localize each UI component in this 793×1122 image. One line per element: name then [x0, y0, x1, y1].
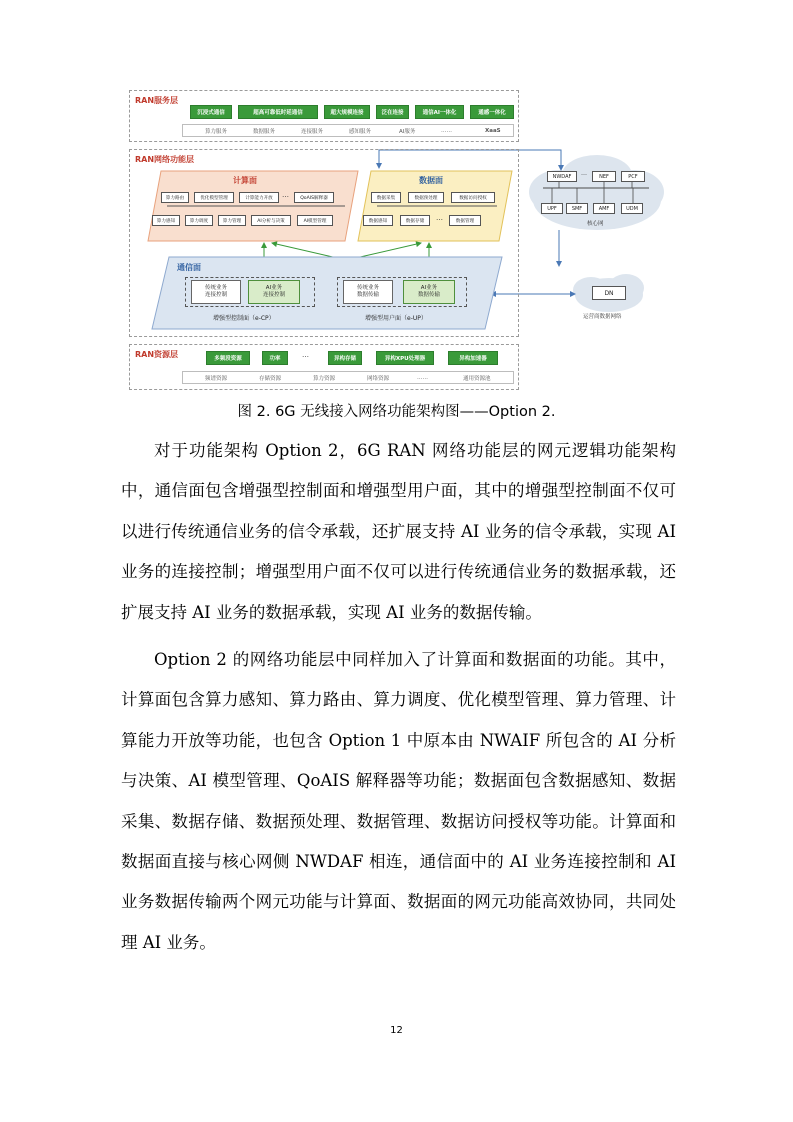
up-traditional-line1: 传统业务: [356, 285, 379, 292]
sub-compute-service: 算力服务: [205, 128, 228, 135]
core-nef: NEF: [592, 171, 616, 182]
res-xpu: 异构XPU处理器: [376, 351, 434, 365]
data-plane: [357, 170, 513, 242]
service-urllc: 超高可靠低时延通信: [238, 105, 318, 119]
sub-general-pool: 通用资源池: [463, 375, 491, 382]
data-collection: 数据采集: [371, 192, 401, 203]
cp-ai-line2: 连接控制: [262, 292, 285, 298]
compute-model-mgmt: 优化模型管理: [194, 192, 234, 203]
core-upf: UPF: [541, 203, 563, 214]
paragraph-1: 对于功能架构 Option 2，6G RAN 网络功能层的网元逻辑功能架构中，通信面包含增强型控制面和增强型用户面，其中的增强型控制面不仅可以进行传统通信业务的信令承载，还扩展支持 AI 业务的信令承载，实现 AI 业务的连接控制；增强型用户面不仅可以进行传统通信业务的数据承载，还扩展支持 AI 业务的数据承载，实现 AI 业务的数据传输。: [121, 441, 676, 622]
compute-ai-model-mgmt: AI模型管理: [297, 215, 333, 226]
compute-plane: [147, 170, 359, 242]
dn-label: 运营商数据网络: [583, 314, 622, 320]
comm-plane: [151, 256, 503, 330]
res-accelerator: 异构加速器: [448, 351, 498, 365]
core-smf: SMF: [566, 203, 588, 214]
service-ubiquitous: 泛在连接: [376, 105, 409, 119]
compute-routing: 算力路由: [161, 192, 189, 203]
service-mmtc: 超大规模连接: [324, 105, 370, 119]
sub-data-service: 数据服务: [253, 128, 276, 135]
data-management: 数据管理: [449, 215, 481, 226]
architecture-figure: [129, 90, 665, 392]
service-immersive: 沉浸式通信: [190, 105, 232, 119]
compute-scheduling: 算力调度: [185, 215, 213, 226]
ran-service-layer: [129, 90, 519, 142]
sub-connect-service: 连接服务: [301, 128, 324, 135]
res-ellipsis: …: [302, 351, 309, 359]
sub-sense-service: 感知服务: [349, 128, 372, 135]
data-sensing: 数据感知: [363, 215, 393, 226]
sub-ellipsis: ……: [441, 127, 452, 134]
ran-resource-layer: [129, 344, 519, 390]
compute-sensing: 算力感知: [152, 215, 180, 226]
compute-management: 算力管理: [218, 215, 246, 226]
sub-network-res: 网络资源: [367, 375, 390, 382]
core-amf: AMF: [593, 203, 615, 214]
cp-traditional-box: [191, 280, 241, 304]
cp-label: 增强型控制面（e-CP）: [213, 315, 275, 322]
sub-ai-service: AI服务: [399, 128, 416, 135]
res-storage: 异构存储: [328, 351, 362, 365]
page-number: 12: [390, 1025, 403, 1036]
service-layer-title: RAN服务层: [135, 96, 179, 105]
cp-ai-box: [248, 280, 300, 304]
compute-row1-ellipsis: …: [282, 191, 289, 199]
data-storage: 数据存储: [400, 215, 430, 226]
core-udm: UDM: [621, 203, 643, 214]
compute-plane-title: 计算面: [233, 176, 257, 185]
data-preprocess: 数据预处理: [408, 192, 444, 203]
sub-res-ellipsis: ……: [417, 374, 428, 381]
comm-plane-title: 通信面: [177, 263, 201, 272]
service-comm-ai: 通信AI一体化: [415, 105, 464, 119]
cp-traditional-line1: 传统业务: [204, 285, 227, 292]
resource-layer-title: RAN资源层: [135, 350, 179, 359]
data-access-auth: 数据访问授权: [451, 192, 495, 203]
sub-xaas: XaaS: [485, 127, 501, 134]
res-power: 功率: [262, 351, 288, 365]
up-traditional-box: [343, 280, 393, 304]
paragraph-2: Option 2 的网络功能层中同样加入了计算面和数据面的功能。其中，计算面包含算力感知、算力路由、算力调度、优化模型管理、算力管理、计算能力开放等功能，也包含 Option 1 中原本由 NWAIF 所包含的 AI 分析与决策、AI 模型管理、QoAIS 解释器等功能；数据面包含数据感知、数据采集、数据存储、数据预处理、数据管理、数据访问授权等功能。计算面和数据面直接与核心网侧 NWDAF 相连，通信面中的 AI 业务连接控制和 AI 业务数据传输两个网元功能与计算面、数据面的网元功能高效协同，共同处理 AI 业务。: [121, 650, 676, 952]
sub-compute-res: 算力资源: [313, 375, 336, 382]
core-nwdaf: NWDAF: [547, 171, 577, 182]
service-isac: 通感一体化: [470, 105, 514, 119]
up-traditional-line2: 数据传输: [356, 292, 379, 298]
figure-caption: 图 2. 6G 无线接入网络功能架构图——Option 2.: [237, 404, 556, 420]
core-ellipsis: …: [581, 170, 587, 177]
compute-exposure: 计算能力开放: [239, 192, 279, 203]
res-multiband: 多频段资源: [206, 351, 250, 365]
up-ai-line2: 数据传输: [417, 292, 440, 298]
core-pcf: PCF: [621, 171, 645, 182]
up-ai-box: [403, 280, 455, 304]
core-network-label: 核心网: [587, 221, 604, 227]
data-plane-title: 数据面: [419, 176, 443, 185]
function-layer-title: RAN网络功能层: [135, 155, 195, 164]
compute-qoais: QoAIS解释器: [294, 192, 334, 203]
cp-traditional-line2: 连接控制: [204, 292, 227, 298]
up-ai-line1: AI业务: [420, 285, 438, 292]
compute-ai-analysis: AI分析与决策: [251, 215, 291, 226]
cp-ai-line1: AI业务: [265, 285, 283, 292]
sub-storage-res: 存储资源: [259, 375, 282, 382]
data-row2-ellipsis: …: [436, 214, 443, 222]
sub-spectrum: 频谱资源: [205, 375, 228, 382]
resource-sub-row: [182, 371, 514, 384]
service-sub-row: [182, 124, 514, 137]
up-label: 增强型用户面（e-UP）: [365, 315, 427, 322]
dn-node: DN: [592, 286, 626, 300]
